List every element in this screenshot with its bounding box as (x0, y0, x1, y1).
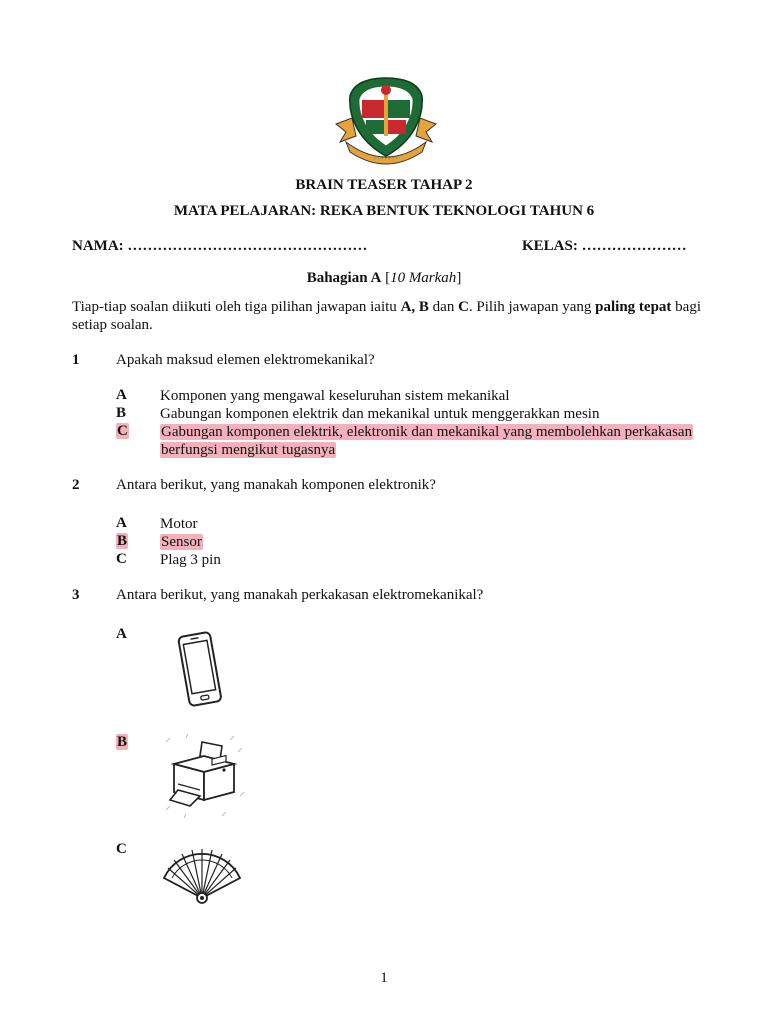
smartphone-icon (170, 630, 230, 715)
hand-fan-icon (160, 848, 244, 917)
option-letter: A (116, 387, 127, 403)
option-text: Gabungan komponen elektrik dan mekanikal untuk menggerakkan mesin (160, 406, 600, 422)
option-letter-highlighted (116, 533, 128, 550)
nama-dots: ………………………………………… (127, 238, 368, 254)
option-letter-highlighted (116, 734, 128, 751)
answer-highlight: berfungsi mengikut tugasnya (161, 442, 336, 458)
section-bracket-open: [ (385, 270, 391, 286)
instructions (72, 298, 712, 334)
answer-highlight: B (117, 533, 128, 549)
question-text: Antara berikut, yang manakah perkakasan elektromekanikal? (116, 587, 484, 603)
option-letter-highlighted (116, 423, 129, 440)
option-text: Plag 3 pin (160, 552, 221, 568)
printer-icon (160, 734, 246, 825)
option-text: Motor (160, 516, 198, 532)
answer-highlight: B (117, 734, 128, 750)
nama-field (72, 238, 367, 255)
subject-title: MATA PELAJARAN: REKA BENTUK TEKNOLOGI TAHUN 6 (173, 203, 595, 219)
option-letter: C (116, 551, 127, 567)
answer-highlight: C (117, 423, 128, 439)
question-number: 1 (72, 352, 80, 368)
option-letter: B (116, 405, 127, 421)
instructions-bold: A, B (400, 299, 429, 315)
option-text-highlighted (160, 533, 203, 551)
instructions-text: dan (428, 299, 459, 315)
kelas-label: KELAS: (522, 238, 578, 254)
option-letter: A (116, 626, 127, 642)
instructions-bold: paling tepat (595, 299, 672, 315)
instructions-line1 (72, 298, 712, 316)
kelas-field (522, 238, 687, 255)
option-text: Komponen yang mengawal keseluruhan sistem mekanikal (160, 388, 510, 404)
instructions-line2: setiap soalan. (72, 317, 153, 333)
answer-highlight: Sensor (161, 534, 202, 550)
option-text-highlighted (160, 423, 693, 459)
page-number: 1 (380, 970, 388, 986)
question-text: Antara berikut, yang manakah komponen elektronik? (116, 477, 436, 493)
document-title: BRAIN TEASER TAHAP 2 (295, 177, 473, 193)
kelas-dots: ………………… (581, 238, 687, 254)
instructions-text: bagi (671, 299, 701, 315)
section-marks: 10 Markah (390, 270, 457, 286)
instructions-bold: C (458, 299, 469, 315)
section-bracket-close: ] (456, 270, 462, 286)
option-letter: A (116, 515, 127, 531)
nama-label: NAMA: (72, 238, 124, 254)
question-number: 2 (72, 477, 80, 493)
section-name: Bahagian A (306, 270, 382, 286)
question-text: Apakah maksud elemen elektromekanikal? (116, 352, 375, 368)
instructions-text: . Pilih jawapan yang (468, 299, 596, 315)
school-crest-logo (330, 72, 442, 172)
section-heading (0, 270, 768, 287)
option-letter: C (116, 841, 127, 857)
instructions-text: Tiap-tiap soalan diikuti oleh tiga pilihan jawapan iaitu (72, 299, 401, 315)
answer-highlight: Gabungan komponen elektrik, elektronik dan mekanikal yang membolehkan perkakasan (161, 424, 693, 440)
question-number: 3 (72, 587, 80, 603)
svg-text:· · · · · · ·: · · · · · · · (374, 156, 398, 162)
